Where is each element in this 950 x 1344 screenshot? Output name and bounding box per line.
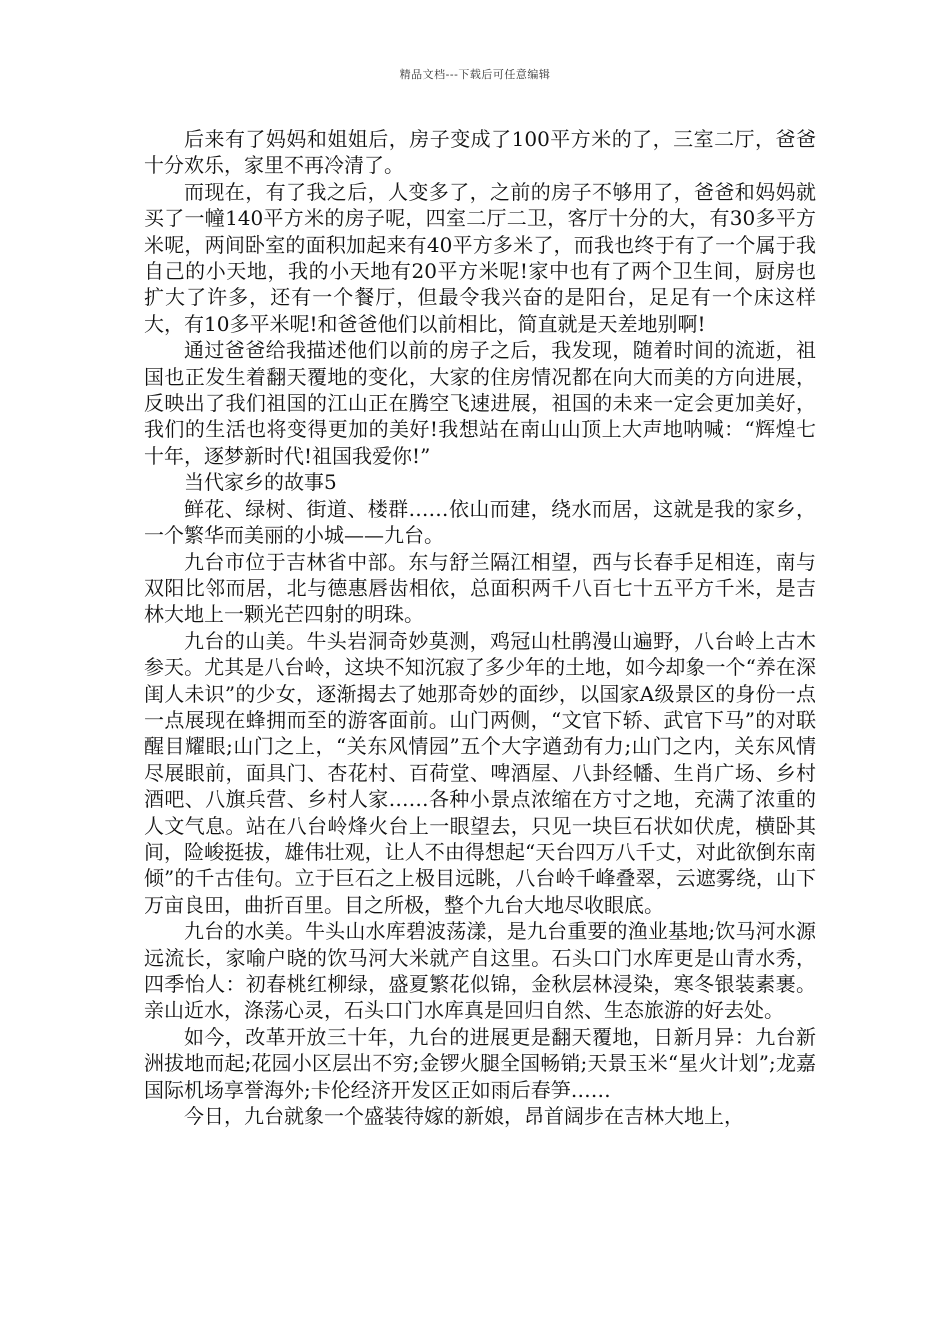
page-header: 精品文档---下载后可任意编辑	[399, 68, 551, 81]
paragraph: 鲜花、绿树、街道、楼群……依山而建，绕水而居，这就是我的家乡，一个繁华而美丽的小城——九台。	[144, 496, 816, 548]
document-body	[144, 126, 816, 1129]
paragraph: 今日，九台就象一个盛装待嫁的新娘，昂首阔步在吉林大地上，	[184, 1104, 744, 1129]
paragraph: 通过爸爸给我描述他们以前的房子之后，我发现，随着时间的流逝，祖国也正发生着翻天覆地的变化，大家的住房情况都在向大而美的方向进展，反映出了我们祖国的江山正在腾空飞速进展，祖国的未来一定会更加美好，我们的生活也将变得更加的美好!我想站在南山山顶上大声地呐喊：“辉煌七十年，逐梦新时代!祖国我爱你!”	[144, 338, 816, 468]
paragraph: 后来有了妈妈和姐姐后，房子变成了100平方米的了，三室二厅，爸爸十分欢乐，家里不再冷清了。	[144, 127, 816, 178]
paragraph: 而现在，有了我之后，人变多了，之前的房子不够用了，爸爸和妈妈就买了一幢140平方米的房子呢，四室二厅二卫，客厅十分的大，有30多平方米呢，两间卧室的面积加起来有40平方多米了，而我也终于有了一个属于我自己的小天地，我的小天地有20平方米呢!家中也有了两个卫生间，厨房也扩大了许多，还有一个餐厅，但最令我兴奋的是阳台，足足有一个床这样大，有10多平米呢!和爸爸他们以前相比，简直就是天差地别啊!	[144, 179, 816, 336]
paragraph: 九台市位于吉林省中部。东与舒兰隔江相望，西与长春手足相连，南与双阳比邻而居，北与德惠唇齿相依，总面积两千八百七十五平方千米，是吉林大地上一颗光芒四射的明珠。	[144, 549, 816, 627]
paragraph: 九台的山美。牛头岩洞奇妙莫测，鸡冠山杜鹃漫山遍野，八台岭上古木参天。尤其是八台岭，这块不知沉寂了多少年的土地，如今却象一个“养在深闺人未识”的少女，逐渐揭去了她那奇妙的面纱，以国家A级景区的身份一点一点展现在蜂拥而至的游客面前。山门两侧，“文官下轿、武官下马”的对联醒目耀眼;山门之上，“关东风情园”五个大字遒劲有力;山门之内，关东风情尽展眼前，面具门、杏花村、百荷堂、啤酒屋、八卦经幡、生肖广场、乡村酒吧、八旗兵营、乡村人家……各种小景点浓缩在方寸之地，充满了浓重的人文气息。站在八台岭烽火台上一眼望去，只见一块巨石状如伏虎，横卧其间，险峻挺拔，雄伟壮观，让人不由得想起“天台四万八千丈，对此欲倒东南倾”的千古佳句。立于巨石之上极目远眺，八台岭千峰叠翠，云遮雾绕，山下万亩良田，曲折百里。目之所极，整个九台大地尽收眼底。	[144, 628, 816, 917]
paragraph: 如今，改革开放三十年，九台的进展更是翻天覆地，日新月异：九台新洲拔地而起;花园小区层出不穷;金锣火腿全国畅销;天景玉米“星火计划”;龙嘉国际机场享誉海外;卡伦经济开发区正如雨后春笋……	[144, 1024, 816, 1102]
section-heading: 当代家乡的故事5	[184, 470, 337, 495]
paragraph: 九台的水美。牛头山水库碧波荡漾，是九台重要的渔业基地;饮马河水源远流长，家喻户晓的饮马河大米就产自这里。石头口门水库更是山青水秀，四季怡人：初春桃红柳绿，盛夏繁花似锦，金秋层林浸染，寒冬银装素裹。亲山近水，涤荡心灵，石头口门水库真是回归自然、生态旅游的好去处。	[144, 919, 816, 1023]
